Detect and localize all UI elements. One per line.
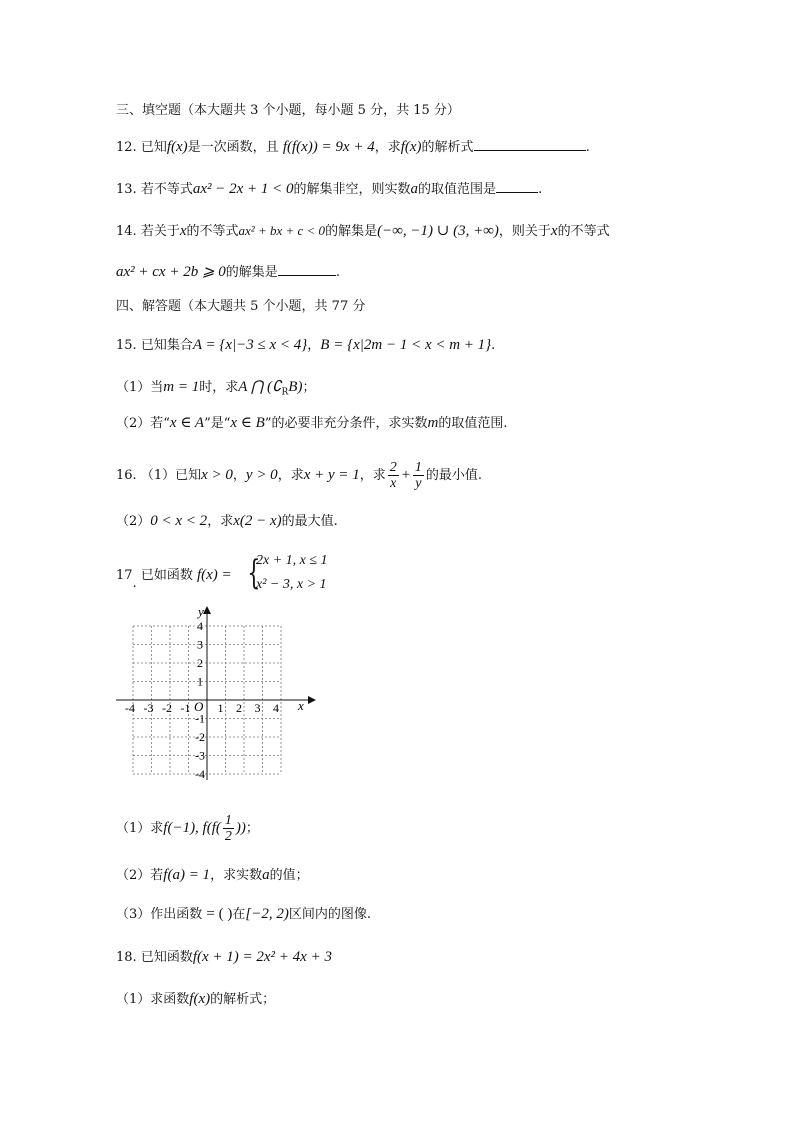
q12-answer-blank[interactable] [474,138,586,151]
q14-text-1: 若关于 [140,224,180,239]
q15-text-1: 已知集合 [140,338,193,353]
q17-p2-c: 的值； [269,868,309,883]
q15-formula-1: A = {x|−3 ≤ x < 4} [192,337,308,353]
y-tick-label: 1 [197,674,203,689]
q14-formula-1: x [179,223,187,239]
q16-fraction-2 [413,460,424,491]
q15-p2-d: 的取值范围. [438,416,508,431]
q17-p2-b: ，求实数 [210,868,263,883]
q16-formula-2: y > 0 [245,467,278,483]
q16-p2-formula-2: x(2 − x) [233,513,282,529]
q13-formula-1: ax² − 2x + 1 < 0 [192,181,294,197]
x-tick-label: 1 [217,701,224,715]
q16-p2-c: 的最大值. [281,514,338,529]
q12-formula-1: f(x) [166,139,188,155]
q12-number: 12. [116,140,137,155]
q14-text-3: 的解集是 [325,224,378,239]
y-axis-arrow [203,606,211,614]
section-3-title: 三、填空题（本大题共 3 个小题，每小题 5 分，共 15 分） [116,103,460,118]
question-15-part-2 [116,414,507,433]
x-tick-label: -3 [143,701,154,715]
question-17-part-3 [116,905,371,924]
q13-text-1: 若不等式 [140,182,193,197]
question-17-part-1 [116,808,259,849]
q16-formula-1: x > 0 [201,467,233,483]
q15-p2-formula-3: m [427,415,439,431]
q17-p3-c: 区间内的图像. [288,907,371,922]
q14-text-6: 的解集是 [225,265,278,280]
question-16-part-2 [116,512,338,531]
q15-p2-b: ”是“ [204,416,231,431]
q17-piecewise-brace: { [247,553,261,593]
q18-number: 18. [116,950,137,965]
coordinate-grid [112,604,322,784]
q17-p3-a: （3）作出函数 [116,907,203,922]
x-tick-label: -1 [180,701,191,715]
q12-end: . [585,140,590,155]
question-18 [116,948,332,967]
question-14-cont [116,263,340,282]
q17-p1-formula-2: )) [235,820,246,836]
section-4-title: 四、解答题（本大题共 5 个小题，共 77 分 [116,299,366,314]
q16-frac2-denominator: y [415,476,422,491]
q12-text-1: 已知 [140,140,167,155]
x-axis-arrow [308,696,316,704]
q14-formula-4: x [550,223,558,239]
q12-text-2: 是一次函数，且 [187,140,279,155]
y-tick-label: -4 [195,767,205,781]
y-tick-label: -1 [195,711,205,726]
q16-frac1-denominator: x [390,476,397,491]
question-15-part-1 [116,378,315,402]
q17-number: 17 [116,568,133,583]
q18-formula-1: f(x + 1) = 2x² + 4x + 3 [192,949,332,965]
q13-text-3: 的取值范围是 [418,182,497,197]
q15-end: . [491,338,496,353]
question-15 [116,336,495,355]
q15-p1-formula-2: A ⋂ (∁ [238,379,282,395]
q17-p3-b: 在 [232,907,246,922]
q15-p2-formula-2: x ∈ B [230,415,265,431]
y-axis-label: y [198,604,204,619]
q17-p2-a: （2）若 [116,868,164,883]
q17-case-2: x² − 3, x > 1 [256,577,327,592]
q17-p1-end: ； [245,821,259,836]
question-17 [116,566,232,591]
q16-sep: ， [232,468,246,483]
q17-text-1: 已如函数 [140,568,193,583]
q15-p2-a: （2）若“ [116,416,170,431]
x-tick-label: 2 [236,701,242,715]
q12-formula-2: f(f(x)) = 9x + 4 [282,139,375,155]
question-18-part-1 [116,990,275,1009]
q17-p1-fraction [223,813,234,844]
q15-formula-2: B = {x|2m − 1 < x < m + 1} [320,337,492,353]
y-tick-label: 2 [197,656,203,670]
q12-formula-3: f(x) [400,139,422,155]
x-tick-label: 3 [254,701,261,715]
q14-formula-5: ax² + cx + 2b ⩾ 0 [116,264,226,280]
x-tick-label: 4 [273,701,279,715]
q13-text-2: 的解集非空，则实数 [293,182,411,197]
q16-text-2: ，求 [277,468,304,483]
q13-number: 13. [116,182,137,197]
q16-p2-formula-1: 0 < x < 2 [150,513,208,529]
q15-p2-formula-1: x ∈ A [169,415,205,431]
q16-fraction-1 [388,460,399,491]
x-tick-label: -2 [162,701,172,715]
q17-p3-formula-1: = ( ) [206,906,233,922]
q17-p2-formula-2: a [262,867,270,883]
q17-p1-frac-numerator: 1 [224,813,232,828]
y-tick-label: -3 [195,748,205,763]
q17-case-1: 2x + 1, x ≤ 1 [256,553,328,568]
q16-formula-3: x + y = 1 [303,467,360,483]
q14-formula-2: ax² + bx + c < 0 [238,223,326,238]
y-tick-label: -2 [195,730,205,744]
q13-formula-2: a [410,181,419,197]
q16-text-1: （1）已知 [140,468,202,483]
question-14 [116,222,610,241]
q14-text-5: 的不等式 [557,224,610,239]
q18-p1-b: 的解析式； [210,992,276,1007]
q14-text-2: 的不等式 [186,224,239,239]
q17-formula-1: f(x) = [196,567,232,583]
q15-sep: ， [307,338,321,353]
q16-p2-a: （2） [116,514,151,529]
q16-frac1-numerator: 2 [389,460,397,475]
y-tick-label: 3 [197,637,203,652]
q12-text-3: ，求 [374,140,401,155]
q16-plus: + [400,467,411,483]
q14-formula-3: (−∞, −1) ∪ (3, +∞) [377,223,499,239]
x-axis-label: x [298,698,304,713]
q14-end: . [335,265,340,280]
q15-p1-a: （1）当 [116,380,164,395]
q15-p2-c: ”的必要非充分条件，求实数 [264,416,428,431]
q16-number: 16. [116,468,137,483]
question-12 [116,138,590,157]
q16-text-4: 的最小值. [425,468,483,483]
q13-answer-blank[interactable] [496,180,538,193]
q14-answer-blank[interactable] [278,263,336,276]
q15-p1-b: 时，求 [199,380,239,395]
question-16 [116,458,482,493]
q17-p1-frac-denominator: 2 [224,829,232,844]
q15-p1-end: ； [302,380,316,395]
question-17-part-2 [116,866,309,885]
q15-p1-sub: R [281,387,289,398]
q16-frac2-numerator: 1 [414,460,422,475]
q18-p1-a: （1）求函数 [116,992,190,1007]
q12-text-4: 的解析式 [421,140,474,155]
y-tick-label: 4 [197,619,203,633]
q15-number: 15. [116,338,137,353]
q17-p2-formula-1: f(a) = 1 [163,867,211,883]
x-tick-label: -4 [125,701,135,715]
question-13 [116,180,542,199]
q15-p1-formula-1: m = 1 [163,379,200,395]
q13-end: . [538,182,543,197]
q17-dot: . [132,576,137,591]
q15-p1-formula-3: B) [288,379,303,395]
q18-text-1: 已知函数 [140,950,193,965]
q16-text-3: ，求 [359,468,386,483]
q17-p1-a: （1）求 [116,821,164,836]
q17-p1-formula-1: f(−1), f(f( [163,820,221,836]
q16-p2-b: ，求 [207,514,234,529]
q14-text-4: ，则关于 [498,224,551,239]
q17-p3-formula-2: [−2, 2) [245,906,289,922]
origin-label: O [194,699,204,714]
q14-number: 14. [116,224,137,239]
q18-p1-formula-1: f(x) [189,991,211,1007]
